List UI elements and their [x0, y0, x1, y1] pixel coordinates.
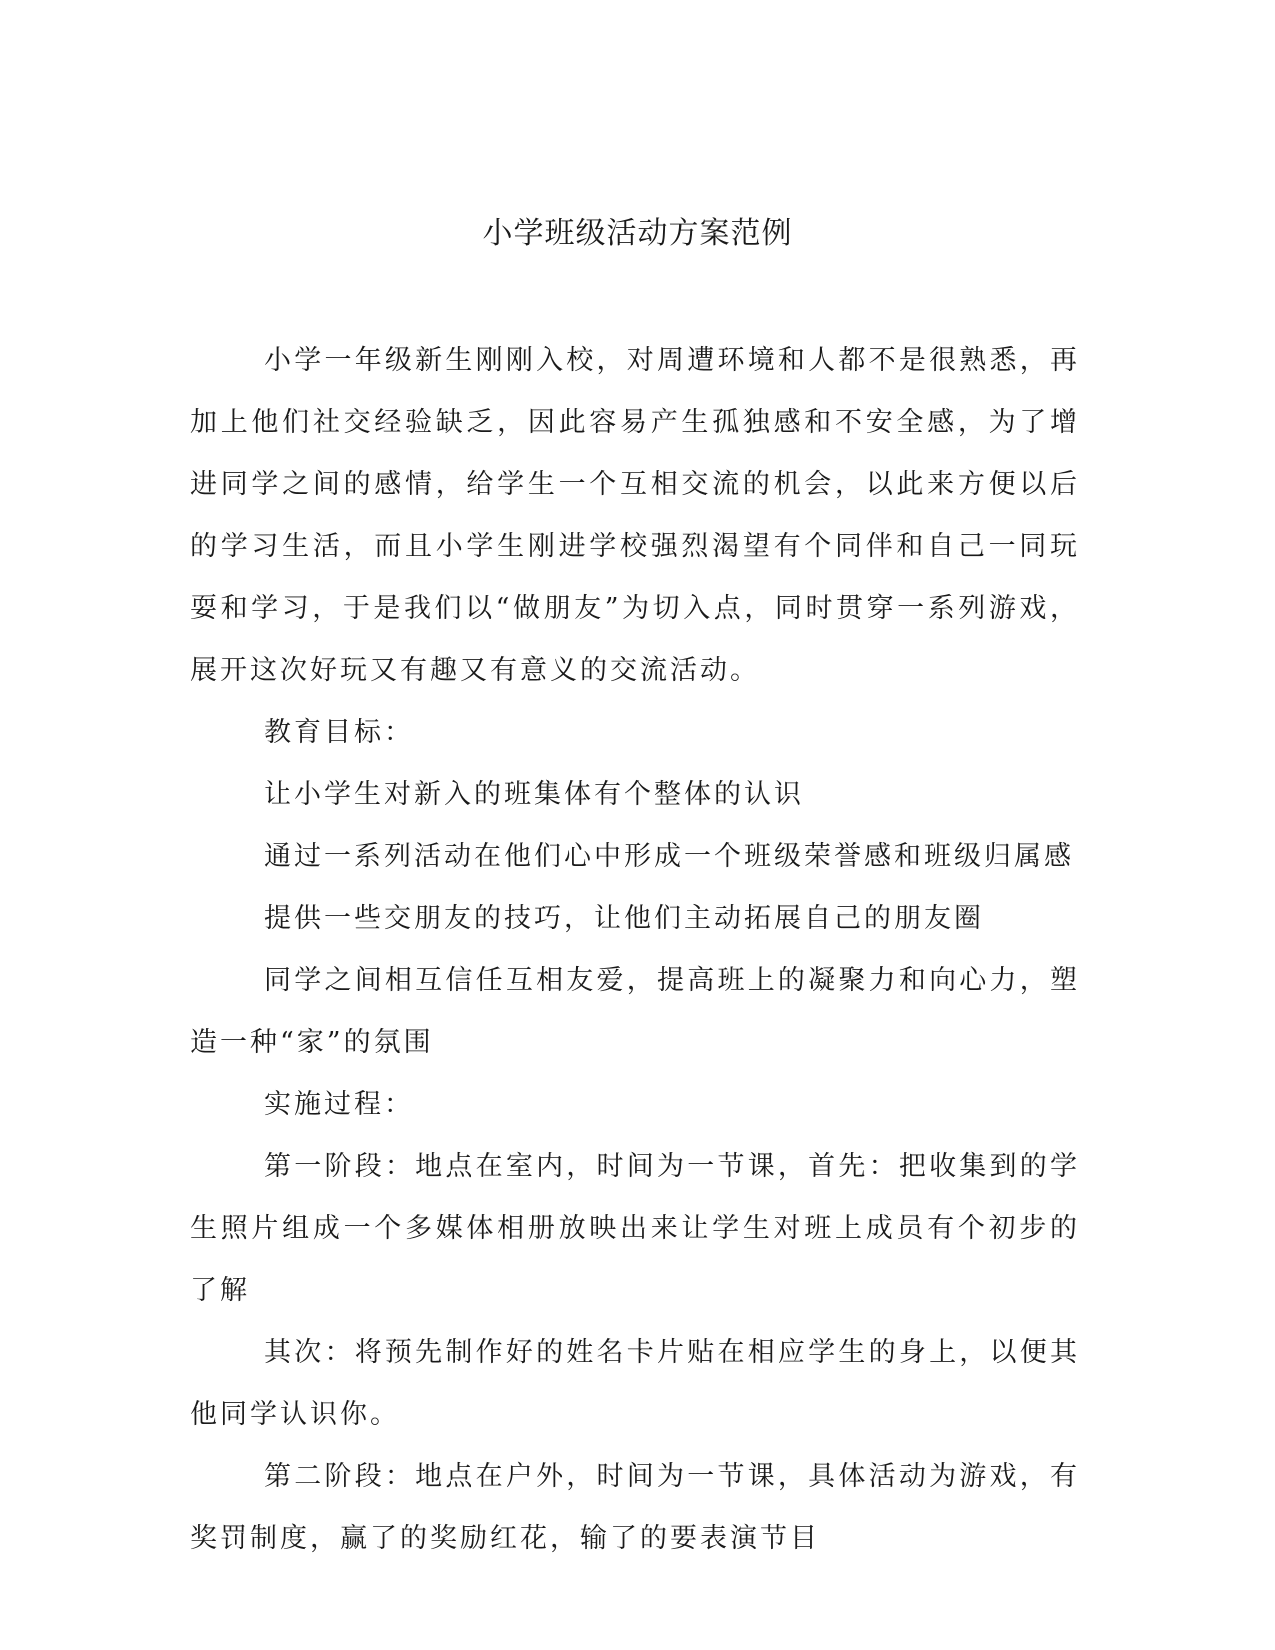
goal-item: 让小学生对新入的班集体有个整体的认识 — [264, 779, 804, 810]
stage-one-next-paragraph: 其次：将预先制作好的姓名卡片贴在相应学生的身上，以便其他同学认识你。 — [190, 1337, 1080, 1430]
process-heading: 实施过程： — [264, 1089, 414, 1120]
document-title: 小学班级活动方案范例 — [482, 216, 793, 251]
goal-item: 提供一些交朋友的技巧，让他们主动拓展自己的朋友圈 — [264, 903, 984, 934]
stage-one-paragraph: 第一阶段：地点在室内，时间为一节课，首先：把收集到的学生照片组成一个多媒体相册放映出来让学生对班上成员有个初步的了解 — [190, 1151, 1080, 1306]
document-body — [190, 330, 1080, 1570]
goal-item: 同学之间相互信任互相友爱，提高班上的凝聚力和向心力，塑造一种“家”的氛围 — [190, 965, 1080, 1058]
goals-heading: 教育目标： — [264, 717, 414, 748]
goal-item: 通过一系列活动在他们心中形成一个班级荣誉感和班级归属感 — [264, 841, 1074, 872]
stage-two-paragraph: 第二阶段：地点在户外，时间为一节课，具体活动为游戏，有奖罚制度，赢了的奖励红花，输了的要表演节目 — [190, 1461, 1080, 1554]
intro-paragraph: 小学一年级新生刚刚入校，对周遭环境和人都不是很熟悉，再加上他们社交经验缺乏，因此容易产生孤独感和不安全感，为了增进同学之间的感情，给学生一个互相交流的机会，以此来方便以后的学习生活，而且小学生刚进学校强烈渴望有个同伴和自己一同玩耍和学习，于是我们以“做朋友”为切入点，同时贯穿一系列游戏，展开这次好玩又有趣又有意义的交流活动。 — [190, 345, 1080, 686]
